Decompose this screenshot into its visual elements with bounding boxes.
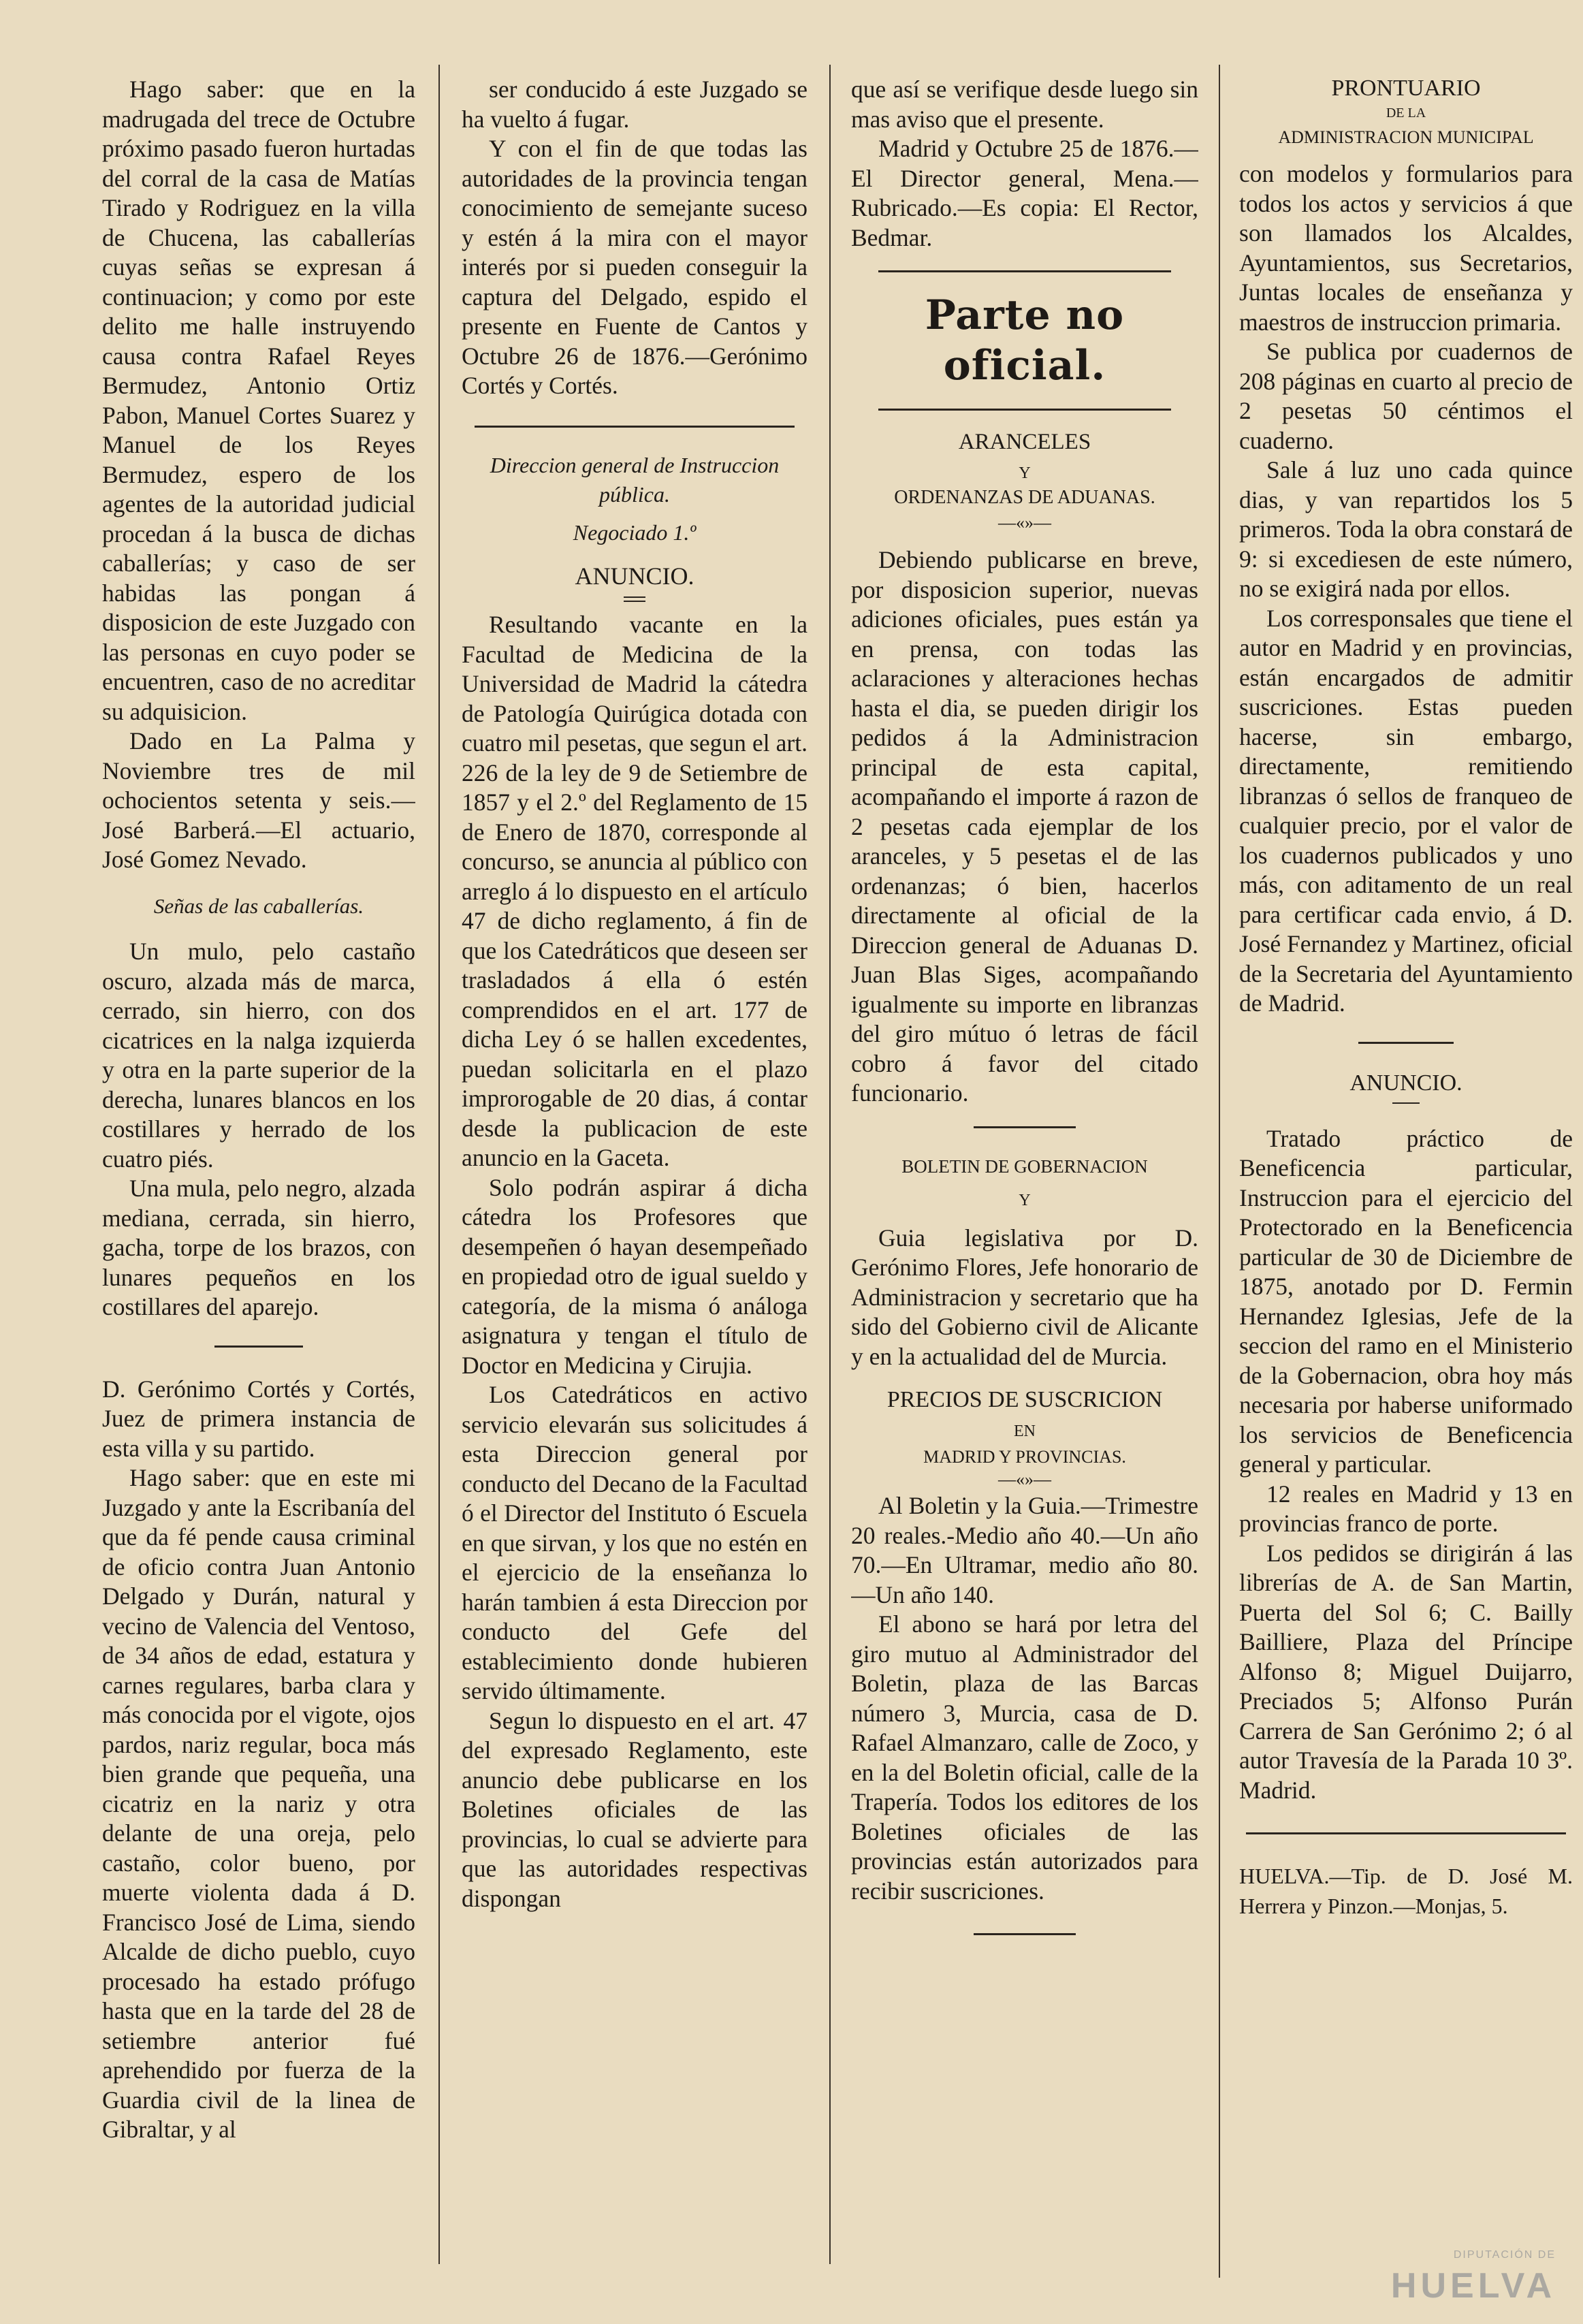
paragraph: Segun lo dispuesto en el art. 47 del expresado Reglamento, este anuncio debe publicarse en los Boletines oficiales de las provincias, lo cual se advierte para que las autoridades respectivas dispongan: [462, 1706, 808, 1912]
separator: [974, 1126, 1076, 1128]
watermark-small-text: DIPUTACIÓN DE: [1453, 2249, 1556, 2261]
paragraph: Resultando vacante en la Facultad de Medicina de la Universidad de Madrid la cátedra de Patología Quirúgica dotada con cuatro mil pesetas, que segun el art. 226 de la ley de 9 de Setiembre de 1857 y el 2.º del Reglamento de 15 de Enero de 1870, corresponde al concurso, se anuncia al público con arreglo á lo dispuesto en el artículo 47 de dicho reglamento, á fin de que los Catedráticos que deseen ser trasladados á ella ó estén comprendidos en el art. 177 de dicha Ley ó se hallen excedentes, puedan solicitarla en el plazo improrogable de 20 dias, á contar desde la publicacion de este anuncio en la Gaceta.: [462, 611, 808, 1171]
section-heading: ANUNCIO.: [575, 562, 694, 590]
section-heading: ADMINISTRACION MUNICIPAL: [1278, 127, 1534, 147]
section-heading: DE LA: [1386, 106, 1426, 121]
paragraph: ser conducido á este Juzgado se ha vuelto á fugar.: [462, 76, 808, 133]
archive-watermark: [1352, 2249, 1556, 2310]
paragraph: Una mula, pelo negro, alzada mediana, cerrada, sin hierro, gacha, torpe de los brazos, con lunares pequeños en los costillares del aparejo.: [102, 1175, 415, 1320]
column-rule: [829, 65, 831, 2264]
separator: [1392, 1102, 1420, 1104]
paragraph: Debiendo publicarse en breve, por disposicion superior, nuevas adiciones oficiales, pues están ya en prensa, con todas las aclaraciones y alteraciones hechas hasta el dia, se pueden dirigir los pedidos á la Administracion principal de esta capital, acompañando el importe á razon de 2 pesetas cada ejemplar de los aranceles, y 5 pesetas el de las ordenanzas; ó bien, hacerlos directamente al oficial de la Direccion general de Aduanas D. Juan Blas Siges, acompañando igualmente su importe en libranzas del giro mútuo ó letras de fácil cobro á favor del citado funcionario.: [851, 546, 1198, 1107]
paragraph: Los Catedráticos en activo servicio elevarán sus solicitudes á esta Direccion general por conducto del Decano de la Facultad ó el Director del Instituto ó Escuela en que sirvan, y los que no estén en el ejercicio de la enseñanza lo harán tambien á esta Direccion por conducto del Gefe del establecimiento donde hubieren servido últimamente.: [462, 1381, 808, 1704]
column-1: [102, 75, 415, 2283]
separator: [974, 1933, 1076, 1935]
paragraph: Guia legislativa por D. Gerónimo Flores, Jefe honorario de Administracion y secretario que ha sido del Gobierno civil de Alicante y en la actualidad del de Murcia.: [851, 1224, 1198, 1370]
section-heading: Señas de las caballerías.: [153, 893, 364, 918]
paragraph: Sale á luz uno cada quince dias, y van repartidos los 5 primeros. Toda la obra constará de 9: si excediesen de este número, no se exigirá nada por ellos.: [1239, 456, 1573, 602]
watermark-text: HUELVA: [1390, 2266, 1556, 2306]
section-heading: ORDENANZAS DE ADUANAS.: [894, 487, 1155, 508]
section-heading: Y: [1019, 464, 1031, 482]
separator: [1246, 1832, 1566, 1834]
ornament: —«»—: [998, 513, 1051, 532]
paragraph: Dado en La Palma y Noviembre tres de mil ochocientos setenta y seis.—José Barberá.—El actuario, José Gomez Nevado.: [102, 727, 415, 873]
section-heading: PRECIOS DE SUSCRICION: [886, 1387, 1163, 1412]
paragraph: Hago saber: que en la madrugada del trece de Octubre próximo pasado fueron hurtadas del corral de la casa de Matías Tirado y Rodriguez en la villa de Chucena, las caballerías cuyas señas se expresan á continuacion; y como por este delito me halle instruyendo causa contra Rafael Reyes Bermudez, Antonio Ortiz Pabon, Manuel Cortes Suarez y Manuel de los Reyes Bermudez, espero de los agentes de la autoridad judicial procedan á la busca de dichas caballerías; y caso de ser habidas las pongan á disposicion de este Juzgado con las personas en cuyo poder se encuentren, caso de no acreditar su adquisicion.: [102, 76, 415, 725]
paragraph: Al Boletin y la Guia.—Trimestre 20 reales.-Medio año 40.—Un año 70.—En Ultramar, medio año 80.—Un año 140.: [851, 1492, 1198, 1608]
column-2: [462, 75, 808, 2283]
paragraph: Un mulo, pelo castaño oscuro, alzada más de marca, cerrado, sin hierro, con dos cicatrices en la nalga izquierda y otra en la parte superior de la derecha, lunares blancos en los costillares y herrado de los cuatro piés.: [102, 938, 415, 1173]
column-3: [851, 75, 1198, 2283]
paragraph: Tratado práctico de Beneficencia particular, Instruccion para el ejercicio del Protectorado en la Beneficencia particular de 30 de Diciembre de 1875, anotado por D. Fermin Hernandez Iglesias, Jefe de la seccion del ramo en el Ministerio de la Gobernacion, obra hoy más necesaria por haberse uniformado los servicios de Beneficencia general y particular.: [1239, 1124, 1573, 1478]
section-heading: EN: [1014, 1422, 1036, 1440]
section-heading: BOLETIN DE GOBERNACION: [901, 1156, 1148, 1177]
ornament: —«»—: [998, 1469, 1051, 1489]
separator: [878, 409, 1171, 411]
paragraph: Madrid y Octubre 25 de 1876.—El Director general, Mena.—Rubricado.—Es copia: El Rector, Bedmar.: [851, 135, 1198, 251]
section-heading: ARANCELES: [958, 430, 1091, 454]
section-heading: Y: [1019, 1191, 1031, 1209]
section-heading: PRONTUARIO: [1331, 76, 1481, 101]
paragraph: 12 reales en Madrid y 13 en provincias franco de porte.: [1239, 1480, 1573, 1537]
paragraph: El abono se hará por letra del giro mutuo al Administrador del Boletin, plaza de las Barcas número 3, Murcia, casa de D. Rafael Almanzaro, calle de Zoco, y en la del Boletin oficial, calle de la Trapería. Todos los editores de los Boletines oficiales de las provincias están autorizados para recibir suscriciones.: [851, 1610, 1198, 1905]
separator: [1358, 1042, 1454, 1044]
column-4: [1239, 75, 1573, 2283]
paragraph: Los pedidos se dirigirán á las librerías de A. de San Martin, Puerta del Sol 6; C. Bailly Bailliere, Plaza del Príncipe Alfonso 8; Miguel Duijarro, Preciados 5; Alfonso Purán Carrera de San Gerónimo 2; ó al autor Travesía de la Parada 10 3º. Madrid.: [1239, 1539, 1573, 1804]
column-rule: [1219, 65, 1220, 2278]
paragraph: Se publica por cuadernos de 208 páginas en cuarto al precio de 2 pesetas 50 céntimos el cuaderno.: [1239, 338, 1573, 454]
paragraph: Y con el fin de que todas las autoridades de la provincia tengan conocimiento de semejante suceso y estén á la mira con el mayor interés por si pueden conseguir la captura del Delgado, espido el presente en Fuente de Cantos y Octubre 26 de 1876.—Gerónimo Cortés y Cortés.: [462, 135, 808, 399]
separator: [624, 596, 645, 602]
column-rule: [438, 65, 440, 2264]
separator: [475, 426, 795, 428]
paragraph: Los corresponsales que tiene el autor en Madrid y en provincias, están encargados de admitir suscriciones. Estas pueden hacerse, sin embargo, directamente, remitiendo libranzas ó sellos de franqueo de cualquier precio, por el valor de los cuadernos publicados y uno más, con aditamento de un real para certificar cada envio, á D. José Fernandez y Martinez, oficial de la Secretaria del Ayuntamiento de Madrid.: [1239, 604, 1573, 1017]
paragraph: con modelos y formularios para todos los actos y servicios á que son llamados los Alcaldes, Ayuntamientos, sus Secretarios, Juntas locales de enseñanza y maestros de instruccion primaria.: [1239, 160, 1573, 336]
section-heading: Direccion general de Instruccion pública.: [490, 452, 780, 507]
imprint: HUELVA.—Tip. de D. José M. Herrera y Pinzon.—Monjas, 5.: [1239, 1864, 1573, 1918]
paragraph: Hago saber: que en este mi Juzgado y ante la Escribanía del que da fé pende causa criminal de oficio contra Juan Antonio Delgado y Durán, natural y vecino de Valencia del Ventoso, de 34 años de edad, estatura y carnes regulares, barba clara y más conocida por el vigote, ojos pardos, nariz regular, boca más bien grande que pequeña, una cicatriz en la nariz y otra delante de una oreja, pelo castaño, color bueno, por muerte violenta dada á D. Francisco José de Lima, siendo Alcalde de dicho pueblo, cuyo procesado ha estado prófugo hasta que en la tarde del 28 de setiembre anterior fué aprehendido por fuerza de la Guardia civil de la linea de Gibraltar, y al: [102, 1464, 415, 2143]
section-heading: Negociado 1.º: [573, 520, 697, 545]
paragraph: D. Gerónimo Cortés y Cortés, Juez de primera instancia de esta villa y su partido.: [102, 1375, 415, 1462]
separator: [214, 1346, 303, 1348]
paragraph: que así se verifique desde luego sin mas aviso que el presente.: [851, 76, 1198, 133]
section-heading: Parte no oficial.: [925, 291, 1125, 389]
section-heading: ANUNCIO.: [1349, 1070, 1462, 1096]
separator: [878, 270, 1171, 272]
paragraph: Solo podrán aspirar á dicha cátedra los Profesores que desempeñen ó hayan desempeñado en propiedad otro de igual sueldo y categoría, de la misma ó análoga asignatura y tengan el título de Doctor en Medicina y Cirujia.: [462, 1173, 808, 1379]
section-heading: MADRID Y PROVINCIAS.: [923, 1447, 1126, 1467]
